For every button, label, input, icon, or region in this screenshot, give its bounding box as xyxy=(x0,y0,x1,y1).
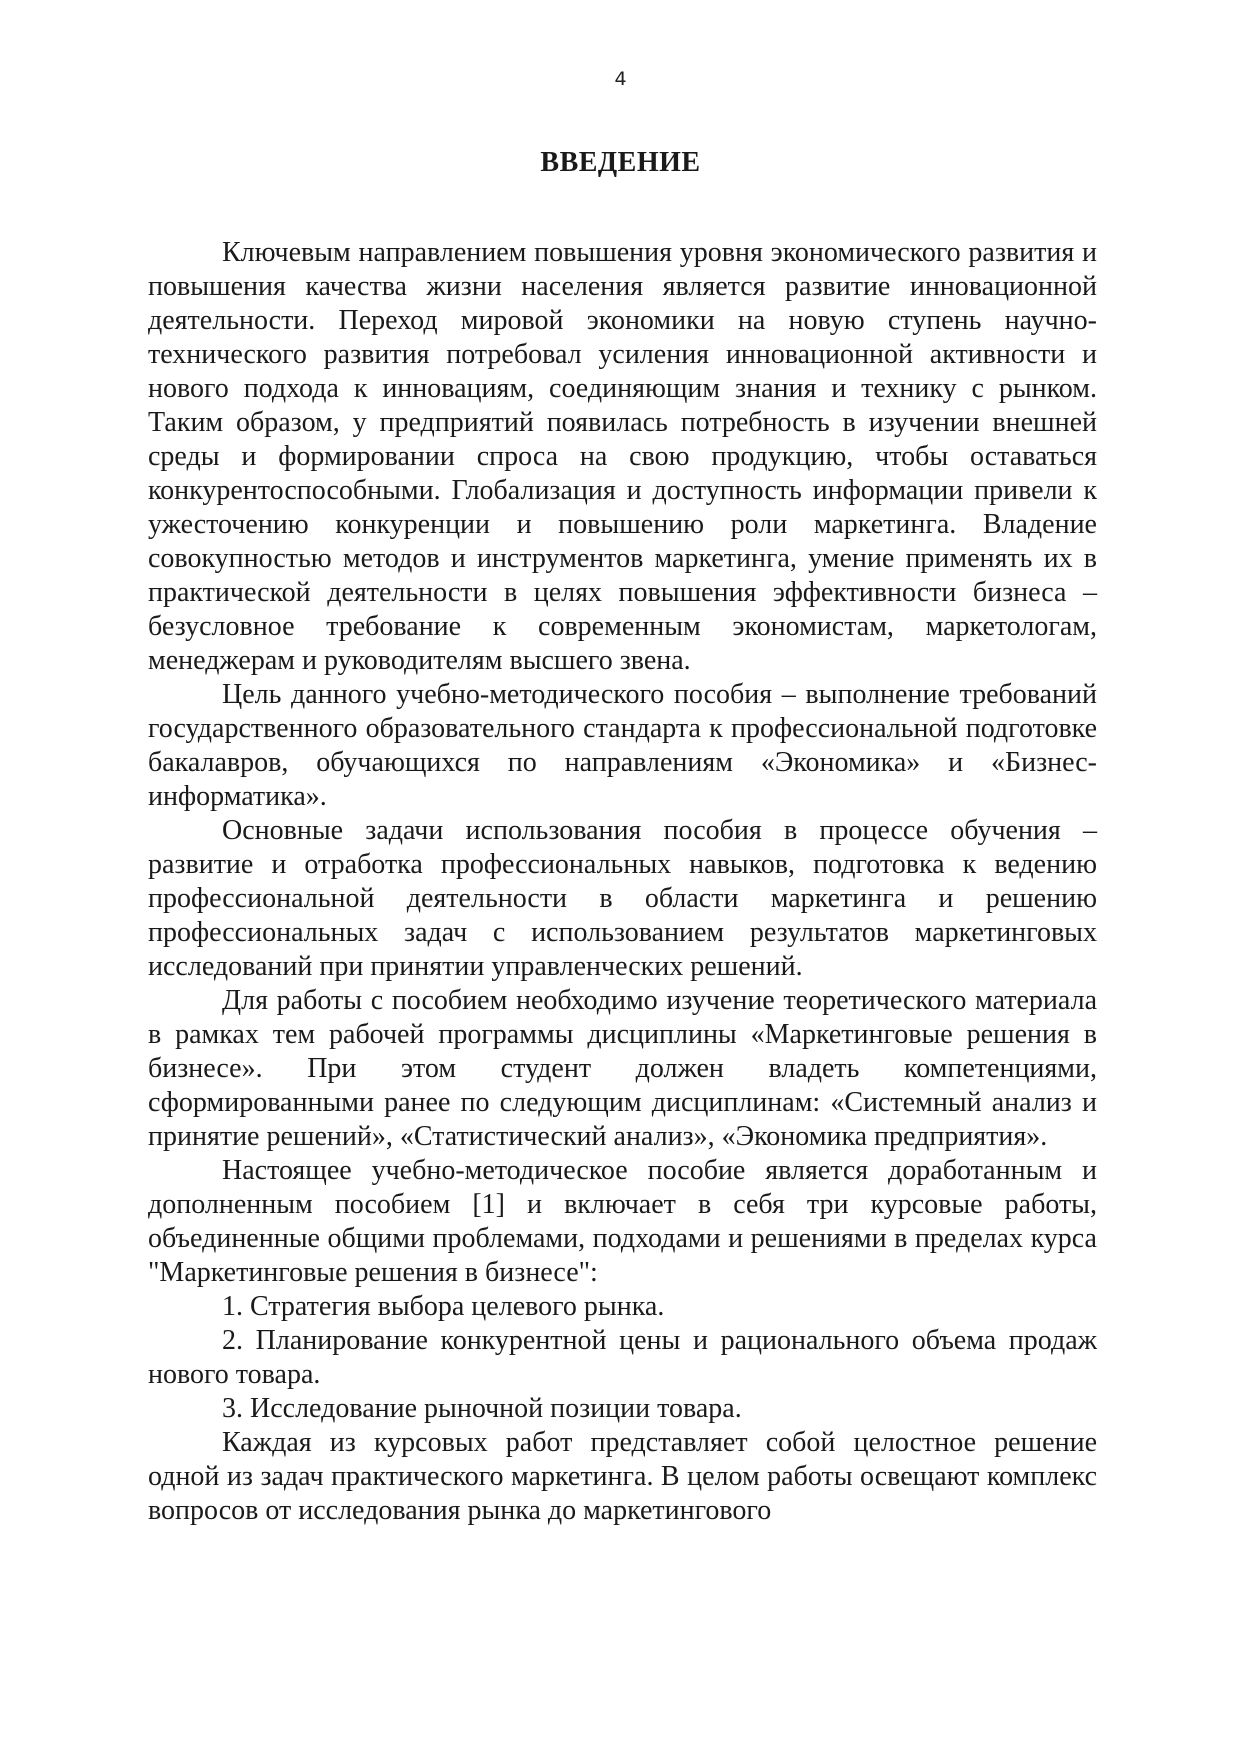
list-item-3: 3. Исследование рыночной позиции товара. xyxy=(222,1393,742,1424)
paragraph-5: Настоящее учебно-методическое пособие является доработанным и дополненным пособием [1] и включает в себя три курсовые работы, объединенные общими проблемами, подходами и решениями в пределах курса "Маркетинговые решения в бизнесе": xyxy=(148,1155,1097,1288)
paragraph-3: Основные задачи использования пособия в процессе обучения – развитие и отработка профессиональных навыков, подготовка к ведению профессиональной деятельности в области маркетинга и решению профессиональных задач с использованием результатов маркетинговых исследований при принятии управленческих решений. xyxy=(148,815,1097,982)
page-title: ВВЕДЕНИЕ xyxy=(540,147,701,178)
paragraph-4: Для работы с пособием необходимо изучение теоретического материала в рамках тем рабочей программы дисциплины «Маркетинговые решения в бизнесе». При этом студент должен владеть компетенциями, сформированными ранее по следующим дисциплинам: «Системный анализ и принятие решений», «Статистический анализ», «Экономика предприятия». xyxy=(148,985,1097,1152)
paragraph-2: Цель данного учебно-методического пособия – выполнение требований государственного образовательного стандарта к профессиональной подготовке бакалавров, обучающихся по направлениям «Экономика» и «Бизнес-информатика». xyxy=(148,679,1097,812)
paragraph-6: Каждая из курсовых работ представляет собой целостное решение одной из задач практического маркетинга. В целом работы освещают комплекс вопросов от исследования рынка до маркетингового xyxy=(148,1427,1097,1526)
page-number: 4 xyxy=(614,68,627,90)
paragraph-1: Ключевым направлением повышения уровня экономического развития и повышения качества жизни населения является развитие инновационной деятельности. Переход мировой экономики на новую ступень научно-технического развития потребовал усиления инновационной активности и нового подхода к инновациям, соединяющим знания и технику с рынком. Таким образом, у предприятий появилась потребность в изучении внешней среды и формировании спроса на свою продукцию, чтобы оставаться конкурентоспособными. Глобализация и доступность информации привели к ужесточению конкуренции и повышению роли маркетинга. Владение совокупностью методов и инструментов маркетинга, умение применять их в практической деятельности в целях повышения эффективности бизнеса – безусловное требование к современным экономистам, маркетологам, менеджерам и руководителям высшего звена. xyxy=(148,237,1097,676)
list-item-1: 1. Стратегия выбора целевого рынка. xyxy=(222,1291,665,1322)
list-item-2: 2. Планирование конкурентной цены и рационального объема продаж нового товара. xyxy=(148,1325,1097,1390)
body-text xyxy=(148,236,1097,1528)
